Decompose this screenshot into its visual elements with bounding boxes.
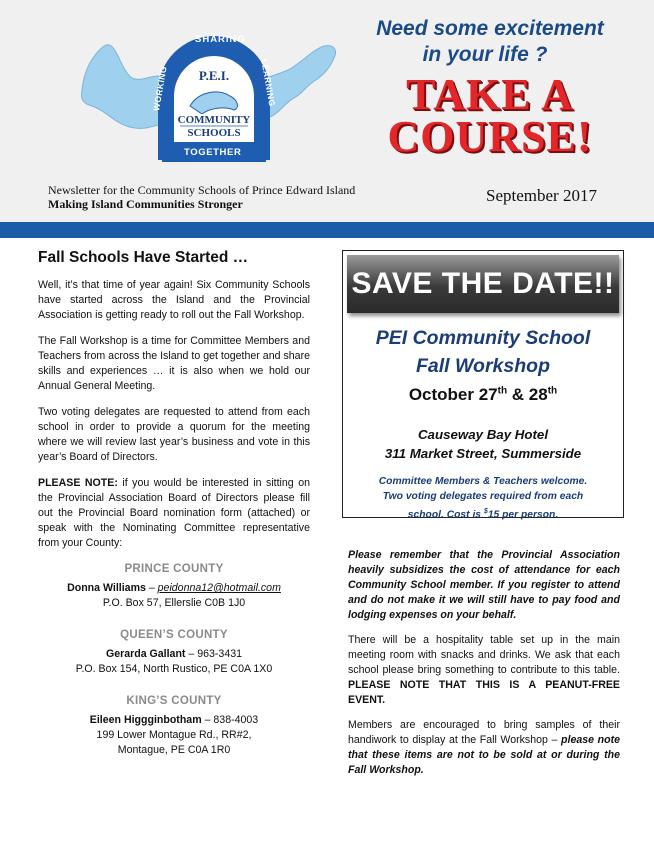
right-column (348, 548, 620, 788)
event-title-line-2: Fall Workshop (416, 355, 550, 377)
contact-name: Donna Williams (67, 582, 146, 594)
logo-community-text: COMMUNITY (177, 114, 251, 126)
promo-tagline (340, 16, 640, 161)
contact-phone: 838-4003 (213, 714, 259, 726)
county-name: QUEEN’S COUNTY (120, 629, 228, 641)
newsletter-header (0, 0, 654, 222)
contact-address: P.O. Box 57, Ellerslie C0B 1J0 (102, 597, 246, 609)
county-name: KING’S COUNTY (126, 695, 222, 707)
tagline-line-1: Need some excitement (376, 17, 604, 40)
county-contact-line (38, 647, 310, 662)
county-contact-line (38, 581, 310, 596)
county-kings (38, 694, 310, 758)
contact-name: Gerarda Gallant (105, 648, 186, 660)
event-note (343, 474, 623, 522)
handiwork-paragraph (348, 718, 620, 778)
contact-phone: 963-3431 (197, 648, 243, 660)
logo-bottom-text: TOGETHER (184, 147, 242, 158)
contact-sep: – (185, 648, 198, 660)
contact-address: P.O. Box 154, North Rustico, PE C0A 1X0 (75, 663, 273, 675)
county-name: PRINCE COUNTY (124, 563, 224, 575)
peanut-free-note: PLEASE NOTE THAT THIS IS A PEANUT-FREE EVENT. (348, 679, 620, 706)
please-note-label: PLEASE NOTE: (38, 477, 118, 489)
tagline-course: COURSE! (387, 112, 593, 161)
note-line-2: Two voting delegates required from each (382, 491, 584, 502)
logo-with-island-map (80, 28, 340, 168)
header-divider-bar (0, 222, 654, 238)
newsletter-motto: Making Island Communities Stronger (48, 197, 243, 211)
contact-address-line-2: Montague, PE C0A 1R0 (117, 744, 231, 756)
save-the-date-box (342, 250, 624, 521)
contact-sep: – (201, 714, 214, 726)
handiwork-note: please note that these items are not to be sold at or during the Fall Workshop. (348, 734, 620, 776)
logo-right-text: LEARNING (259, 58, 278, 108)
logo-pei-text: P.E.I. (198, 68, 230, 83)
hospitality-paragraph (348, 633, 620, 708)
note-line-3 (343, 504, 623, 522)
contact-address: 199 Lower Montague Rd., RR#2, (96, 729, 252, 741)
county-contact-line (38, 713, 310, 728)
event-dates (343, 385, 623, 405)
date-second-suffix: th (547, 385, 558, 397)
contact-email-link[interactable]: peidonna12@hotmail.com (157, 582, 281, 594)
paragraph-2: The Fall Workshop is a time for Committee Members and Teachers from across the Island to get together and share skills and experiences … it is also when we hold our Annual General Meeting. (38, 335, 310, 392)
county-queens (38, 628, 310, 677)
date-second: & 28 (507, 385, 548, 404)
left-column (38, 250, 310, 758)
event-venue (343, 425, 623, 463)
contact-name: Eileen Higgginbotham (89, 714, 202, 726)
newsletter-subtitle: Newsletter for the Community Schools of Prince Edward Island (48, 183, 356, 197)
county-prince (38, 562, 310, 611)
logo-schools-text: SCHOOLS (187, 127, 241, 139)
contact-sep: – (145, 582, 158, 594)
community-schools-logo (144, 26, 284, 166)
note-line-1: Committee Members & Teachers welcome. (378, 476, 588, 487)
hospitality-text: There will be a hospitality table set up in the main meeting room with snacks and drinks. We ask that each school please bring something to contribute to this table. (348, 634, 620, 676)
event-title (343, 324, 623, 380)
venue-name: Causeway Bay Hotel (417, 427, 549, 442)
note-cost: 15 per person. (487, 509, 559, 521)
logo-top-text: SHARING (195, 34, 246, 45)
paragraph-1: Well, it’s that time of year again! Six Community Schools have started across the Island and the Provincial Association is getting ready to roll out the Fall Workshop. (38, 279, 310, 321)
tagline-take-a: TAKE A (406, 70, 574, 119)
tagline-line-2: in your life ? (422, 43, 548, 66)
handiwork-text: Members are encouraged to bring samples of their handiwork to display at the Fall Workshop – (348, 719, 620, 746)
paragraph-4-text: if you would be interested in sitting on the Provincial Association Board of Directors please fill out the Provincial Board nomination form (attached) or speak with the Nominating Committee representative from your County: (38, 477, 310, 549)
subsidy-paragraph: Please remember that the Provincial Association heavily subsidizes the cost of attendance for each Community School member. If you register to attend and do not make it we will still have to pay food and lodging expenses on your behalf. (348, 549, 620, 621)
event-title-line-1: PEI Community School (375, 327, 591, 349)
note-cost-prefix: school. Cost is (407, 509, 484, 521)
note-currency: $ (483, 508, 488, 515)
save-the-date-banner: SAVE THE DATE!! (347, 255, 619, 313)
article-heading: Fall Schools Have Started … (38, 249, 249, 266)
paragraph-3: Two voting delegates are requested to attend from each school in order to provide a quorum for the meeting where we will review last year’s business and vote in this year’s Board of Directors. (38, 406, 310, 463)
date-first-suffix: th (497, 385, 508, 397)
venue-address: 311 Market Street, Summerside (384, 446, 582, 461)
date-first: October 27 (408, 385, 498, 404)
logo-left-text: WORKING (151, 65, 169, 112)
paragraph-4 (38, 476, 310, 551)
issue-date: September 2017 (486, 186, 597, 205)
